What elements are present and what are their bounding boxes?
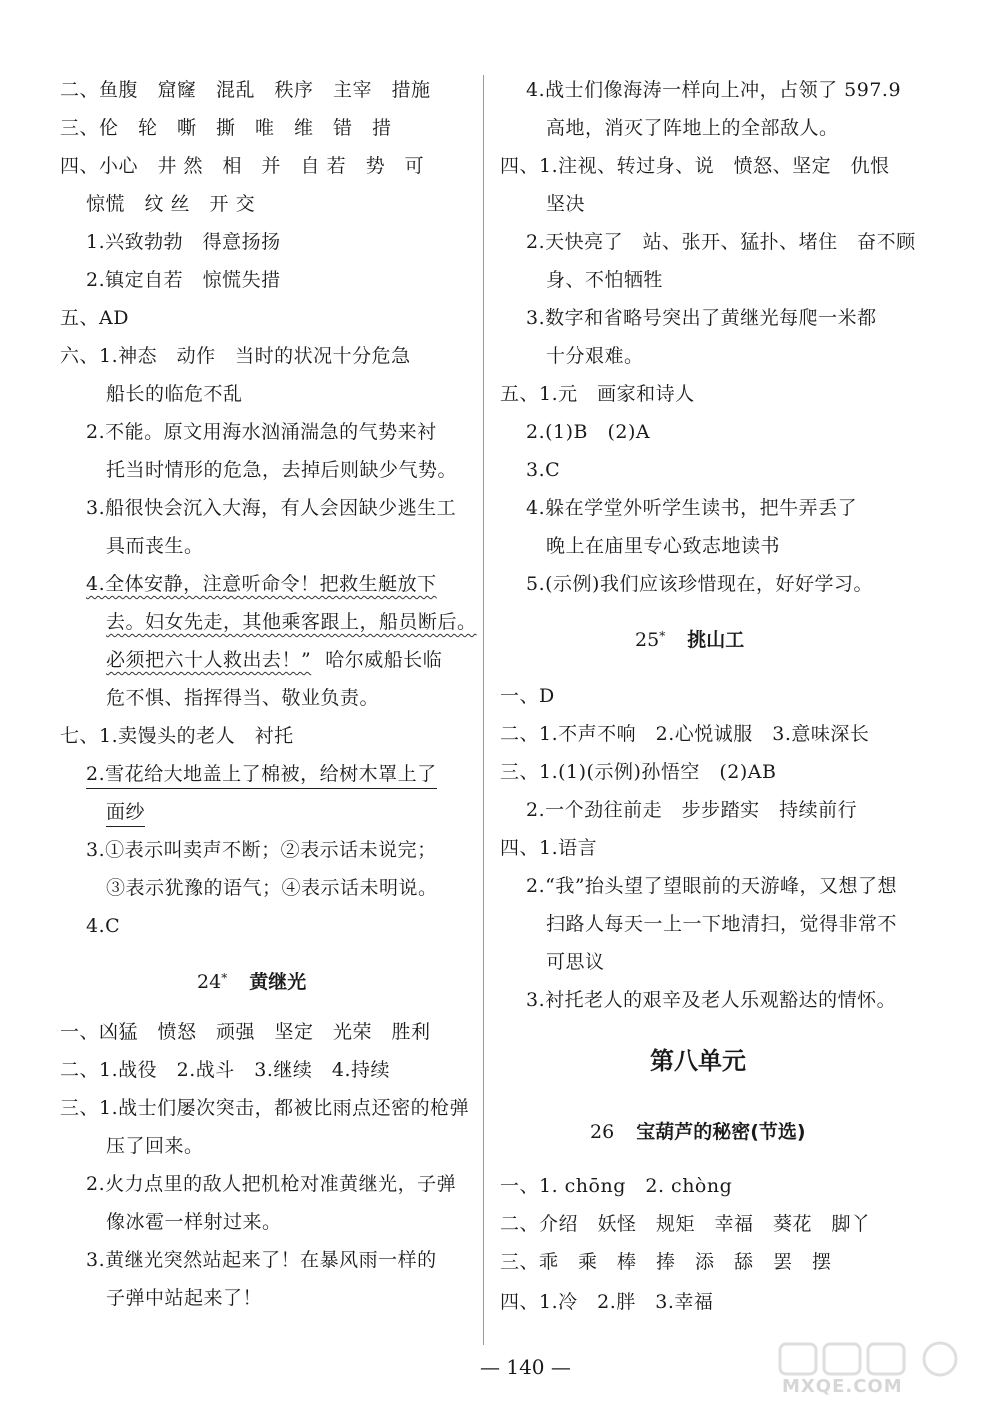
answer-line: 三、1.(1)(示例)孙悟空 (2)AB bbox=[500, 761, 777, 783]
answer-line: 船长的临危不乱 bbox=[106, 383, 243, 405]
answer-line: 二、1.不声不响 2.心悦诚服 3.意味深长 bbox=[500, 723, 870, 745]
section-title-26 bbox=[590, 1120, 806, 1144]
answer-line: 4.躲在学堂外听学生读书，把牛弄丢了 bbox=[526, 497, 858, 519]
answer-line: 4.C bbox=[86, 915, 121, 937]
section-title-25 bbox=[635, 628, 744, 652]
answer-line: 压了回来。 bbox=[106, 1135, 204, 1157]
answer-line: 高地，消灭了阵地上的全部敌人。 bbox=[546, 117, 839, 139]
unit-title: 第八单元 bbox=[650, 1047, 746, 1075]
section-heading: 黄继光 bbox=[249, 971, 307, 993]
answer-line: 4.战士们像海涛一样向上冲，占领了 597.9 bbox=[526, 79, 902, 101]
answer-line: 三、1.战士们屡次突击，都被比雨点还密的枪弹 bbox=[60, 1097, 470, 1119]
watermark-logo bbox=[760, 1340, 992, 1400]
answer-line: 三、乖 乘 棒 捧 添 舔 罢 摆 bbox=[500, 1251, 832, 1273]
answer-line: 3.C bbox=[526, 459, 561, 481]
answer-line: 惊慌 纹 丝 开 交 bbox=[86, 193, 256, 215]
answer-line: 5.(示例)我们应该珍惜现在，好好学习。 bbox=[526, 573, 873, 595]
underlined-text: 2.雪花给大地盖上了棉被，给树木罩上了 bbox=[86, 763, 437, 789]
answer-text: 哈尔威船长临 bbox=[325, 649, 443, 671]
answer-line: 2.天快亮了 站、张开、猛扑、堵住 奋不顾 bbox=[526, 231, 916, 253]
answer-line: 3.①表示叫卖声不断；②表示话未说完； bbox=[86, 839, 437, 861]
answer-line: 二、鱼腹 窟窿 混乱 秩序 主宰 措施 bbox=[60, 79, 431, 101]
section-number: 24* bbox=[197, 971, 228, 993]
answer-line: 一、D bbox=[500, 685, 555, 707]
answer-line: 坚决 bbox=[546, 193, 586, 215]
answer-line: 2.镇定自若 惊慌失措 bbox=[86, 269, 281, 291]
answer-line: 具而丧生。 bbox=[106, 535, 204, 557]
wavy-underlined-text: 去。妇女先走，其他乘客跟上，船员断后。 bbox=[106, 611, 477, 633]
answer-line: 一、凶猛 愤怒 顽强 坚定 光荣 胜利 bbox=[60, 1021, 431, 1043]
answer-line: 可思议 bbox=[546, 951, 605, 973]
answer-line: 像冰雹一样射过来。 bbox=[106, 1211, 282, 1233]
answer-line: 2.火力点里的敌人把机枪对准黄继光，子弹 bbox=[86, 1173, 457, 1195]
answer-line: 六、1.神态 动作 当时的状况十分危急 bbox=[60, 345, 411, 367]
section-heading: 宝葫芦的秘密(节选) bbox=[636, 1121, 806, 1143]
answer-line: 身、不怕牺牲 bbox=[546, 269, 664, 291]
answer-line: 2.一个劲往前走 步步踏实 持续前行 bbox=[526, 799, 858, 821]
column-divider bbox=[483, 75, 484, 1345]
answer-line: 2.(1)B (2)A bbox=[526, 421, 651, 443]
answer-line: 三、伦 轮 嘶 撕 唯 维 错 措 bbox=[60, 117, 392, 139]
section-number: 26 bbox=[590, 1121, 615, 1143]
answer-line: 五、1.元 画家和诗人 bbox=[500, 383, 695, 405]
answer-line: 3.黄继光突然站起来了！在暴风雨一样的 bbox=[86, 1249, 437, 1271]
answer-line: 四、小心 井 然 相 并 自 若 势 可 bbox=[60, 155, 425, 177]
answer-line: 晚上在庙里专心致志地读书 bbox=[546, 535, 781, 557]
answer-line: 四、1.冷 2.胖 3.幸福 bbox=[500, 1291, 714, 1313]
answer-line: 七、1.卖馒头的老人 衬托 bbox=[60, 725, 294, 747]
section-title-24 bbox=[197, 970, 306, 994]
answer-line: 托当时情形的危急，去掉后则缺少气势。 bbox=[106, 459, 458, 481]
wavy-underlined-text: 必须把六十人救出去！” bbox=[106, 649, 312, 671]
answer-line bbox=[60, 800, 145, 824]
answer-line: 危不惧、指挥得当、敬业负责。 bbox=[106, 687, 380, 709]
answer-line: 五、AD bbox=[60, 307, 129, 329]
answer-line: 1.兴致勃勃 得意扬扬 bbox=[86, 231, 281, 253]
answer-line: 一、1. chōng 2. chòng bbox=[500, 1175, 733, 1197]
answer-line bbox=[60, 610, 477, 634]
answer-line: 二、介绍 妖怪 规矩 幸福 葵花 脚丫 bbox=[500, 1213, 871, 1235]
watermark-text: MXQE.COM bbox=[782, 1376, 903, 1397]
answer-line: 扫路人每天一上一下地清扫，觉得非常不 bbox=[546, 913, 898, 935]
answer-line: 3.数字和省略号突出了黄继光每爬一米都 bbox=[526, 307, 877, 329]
answer-line bbox=[60, 762, 437, 786]
section-number: 25* bbox=[635, 629, 666, 651]
answer-line: 2.不能。原文用海水汹涌湍急的气势来衬 bbox=[86, 421, 437, 443]
answer-line: 二、1.战役 2.战斗 3.继续 4.持续 bbox=[60, 1059, 391, 1081]
answer-line: 子弹中站起来了！ bbox=[106, 1287, 263, 1309]
answer-line: ③表示犹豫的语气；④表示话未明说。 bbox=[106, 877, 438, 899]
underlined-text: 面纱 bbox=[106, 801, 145, 827]
answer-line: 2.“我”抬头望了望眼前的天游峰，又想了想 bbox=[526, 875, 898, 897]
answer-line: 四、1.注视、转过身、说 愤怒、坚定 仇恨 bbox=[500, 155, 890, 177]
answer-line: 十分艰难。 bbox=[546, 345, 644, 367]
answer-line: 四、1.语言 bbox=[500, 837, 598, 859]
wavy-underlined-text: 4.全体安静，注意听命令！把救生艇放下 bbox=[86, 573, 437, 595]
answer-line bbox=[60, 572, 437, 596]
answer-line: 3.衬托老人的艰辛及老人乐观豁达的情怀。 bbox=[526, 989, 897, 1011]
answer-line bbox=[60, 648, 442, 672]
section-heading: 挑山工 bbox=[687, 629, 745, 651]
answer-line: 3.船很快会沉入大海，有人会因缺少逃生工 bbox=[86, 497, 457, 519]
page-number: — 140 — bbox=[480, 1355, 571, 1379]
